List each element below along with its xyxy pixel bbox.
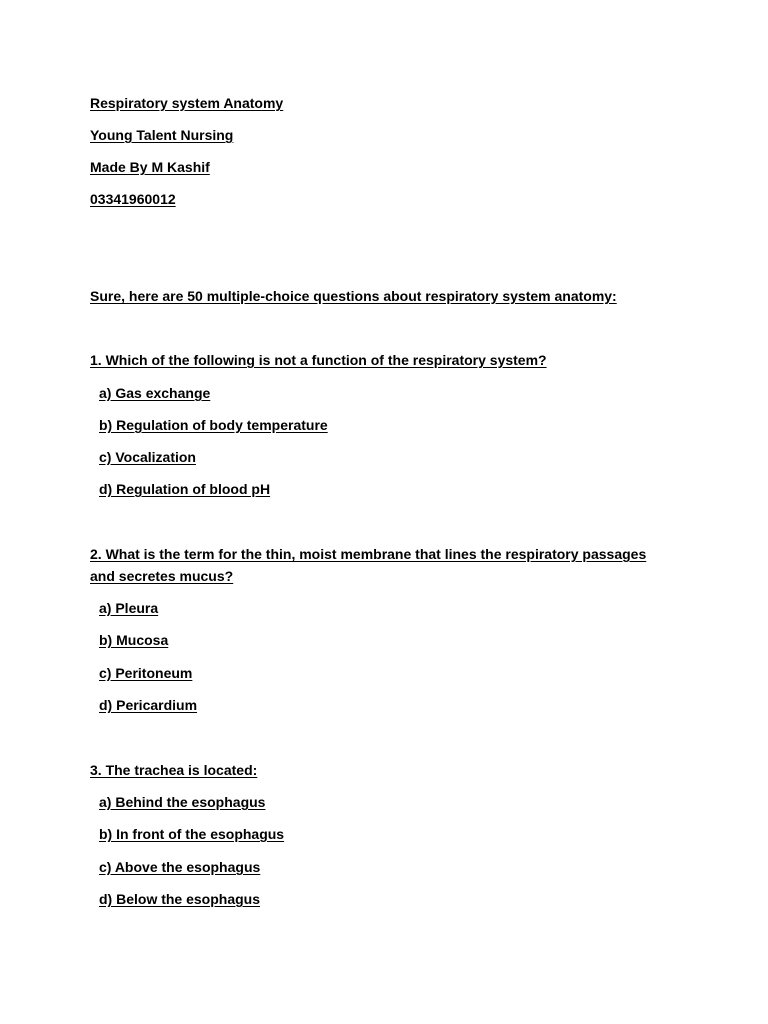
intro-text: Sure, here are 50 multiple-choice questions about respiratory system anatomy: <box>90 288 617 304</box>
question-2-option-a: a) Pleura <box>99 600 159 616</box>
question-1-option-d: d) Regulation of blood pH <box>99 481 271 497</box>
question-2-option-b: b) Mucosa <box>99 632 169 648</box>
document-title: Respiratory system Anatomy <box>90 95 284 111</box>
organization-name: Young Talent Nursing <box>90 127 234 143</box>
question-1-option-b: b) Regulation of body temperature <box>99 417 328 433</box>
question-3-text: 3. The trachea is located: <box>90 762 258 778</box>
question-1-text: 1. Which of the following is not a function of the respiratory system? <box>90 352 547 368</box>
question-1-option-a: a) Gas exchange <box>99 385 211 401</box>
question-3-option-c: c) Above the esophagus <box>99 859 261 875</box>
question-2-text: 2. What is the term for the thin, moist membrane that lines the respiratory passages and secretes mucus? <box>90 546 647 584</box>
question-3-option-b: b) In front of the esophagus <box>99 826 285 842</box>
author-line: Made By M Kashif <box>90 159 210 175</box>
question-1-option-c: c) Vocalization <box>99 449 196 465</box>
question-3-option-a: a) Behind the esophagus <box>99 794 266 810</box>
question-2-option-d: d) Pericardium <box>99 697 198 713</box>
question-3-option-d: d) Below the esophagus <box>99 891 261 907</box>
phone-number: 03341960012 <box>90 191 176 207</box>
question-2-option-c: c) Peritoneum <box>99 665 193 681</box>
